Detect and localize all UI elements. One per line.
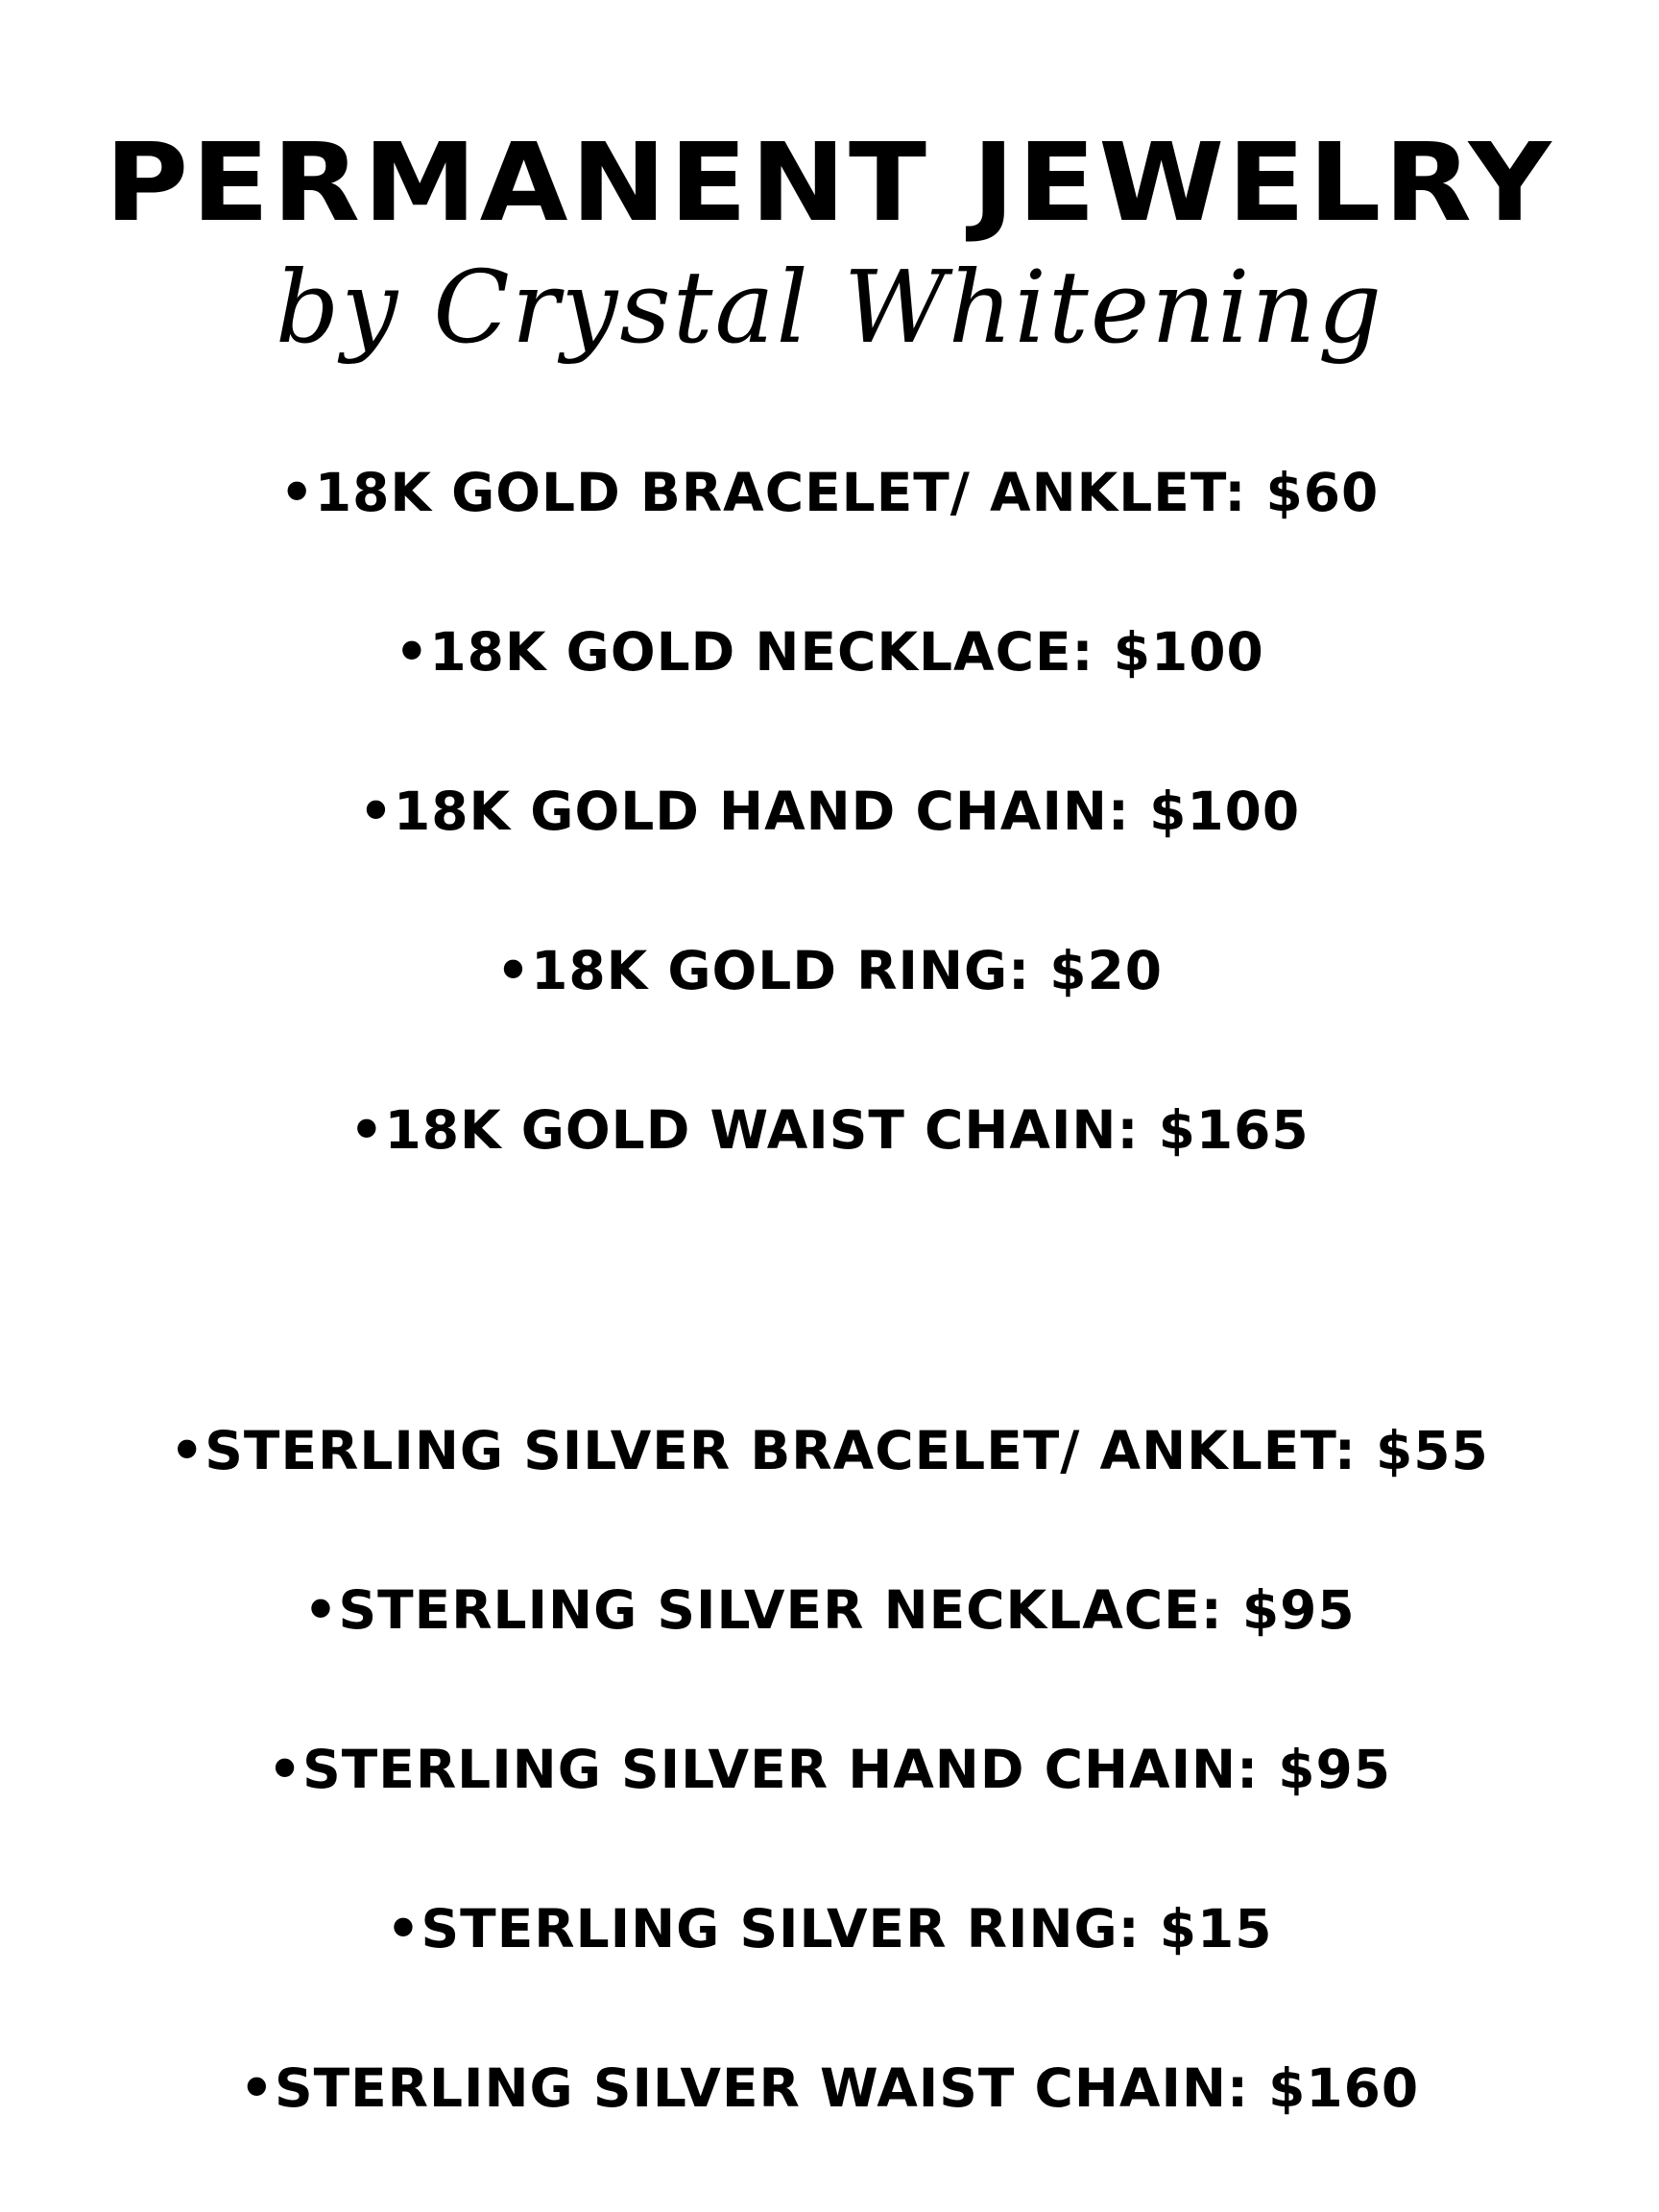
- gold-price-item: •18K GOLD RING: $20: [495, 940, 1164, 1001]
- page-title: PERMANENT JEWELRY: [105, 121, 1554, 246]
- gold-price-item: •18K GOLD WAIST CHAIN: $165: [349, 1099, 1310, 1161]
- page-subtitle: by Crystal Whitening: [275, 249, 1384, 366]
- silver-price-item: •STERLING SILVER NECKLACE: $95: [303, 1579, 1356, 1641]
- silver-price-item: •STERLING SILVER BRACELET/ ANKLET: $55: [170, 1420, 1489, 1481]
- gold-price-item: •18K GOLD BRACELET/ ANKLET: $60: [279, 462, 1380, 523]
- silver-price-item: •STERLING SILVER WAIST CHAIN: $160: [239, 2057, 1420, 2119]
- silver-price-item: •STERLING SILVER HAND CHAIN: $95: [267, 1739, 1392, 1800]
- gold-price-item: •18K GOLD NECKLACE: $100: [395, 621, 1264, 683]
- gold-price-item: •18K GOLD HAND CHAIN: $100: [358, 781, 1301, 842]
- silver-price-item: •STERLING SILVER RING: $15: [386, 1898, 1273, 1960]
